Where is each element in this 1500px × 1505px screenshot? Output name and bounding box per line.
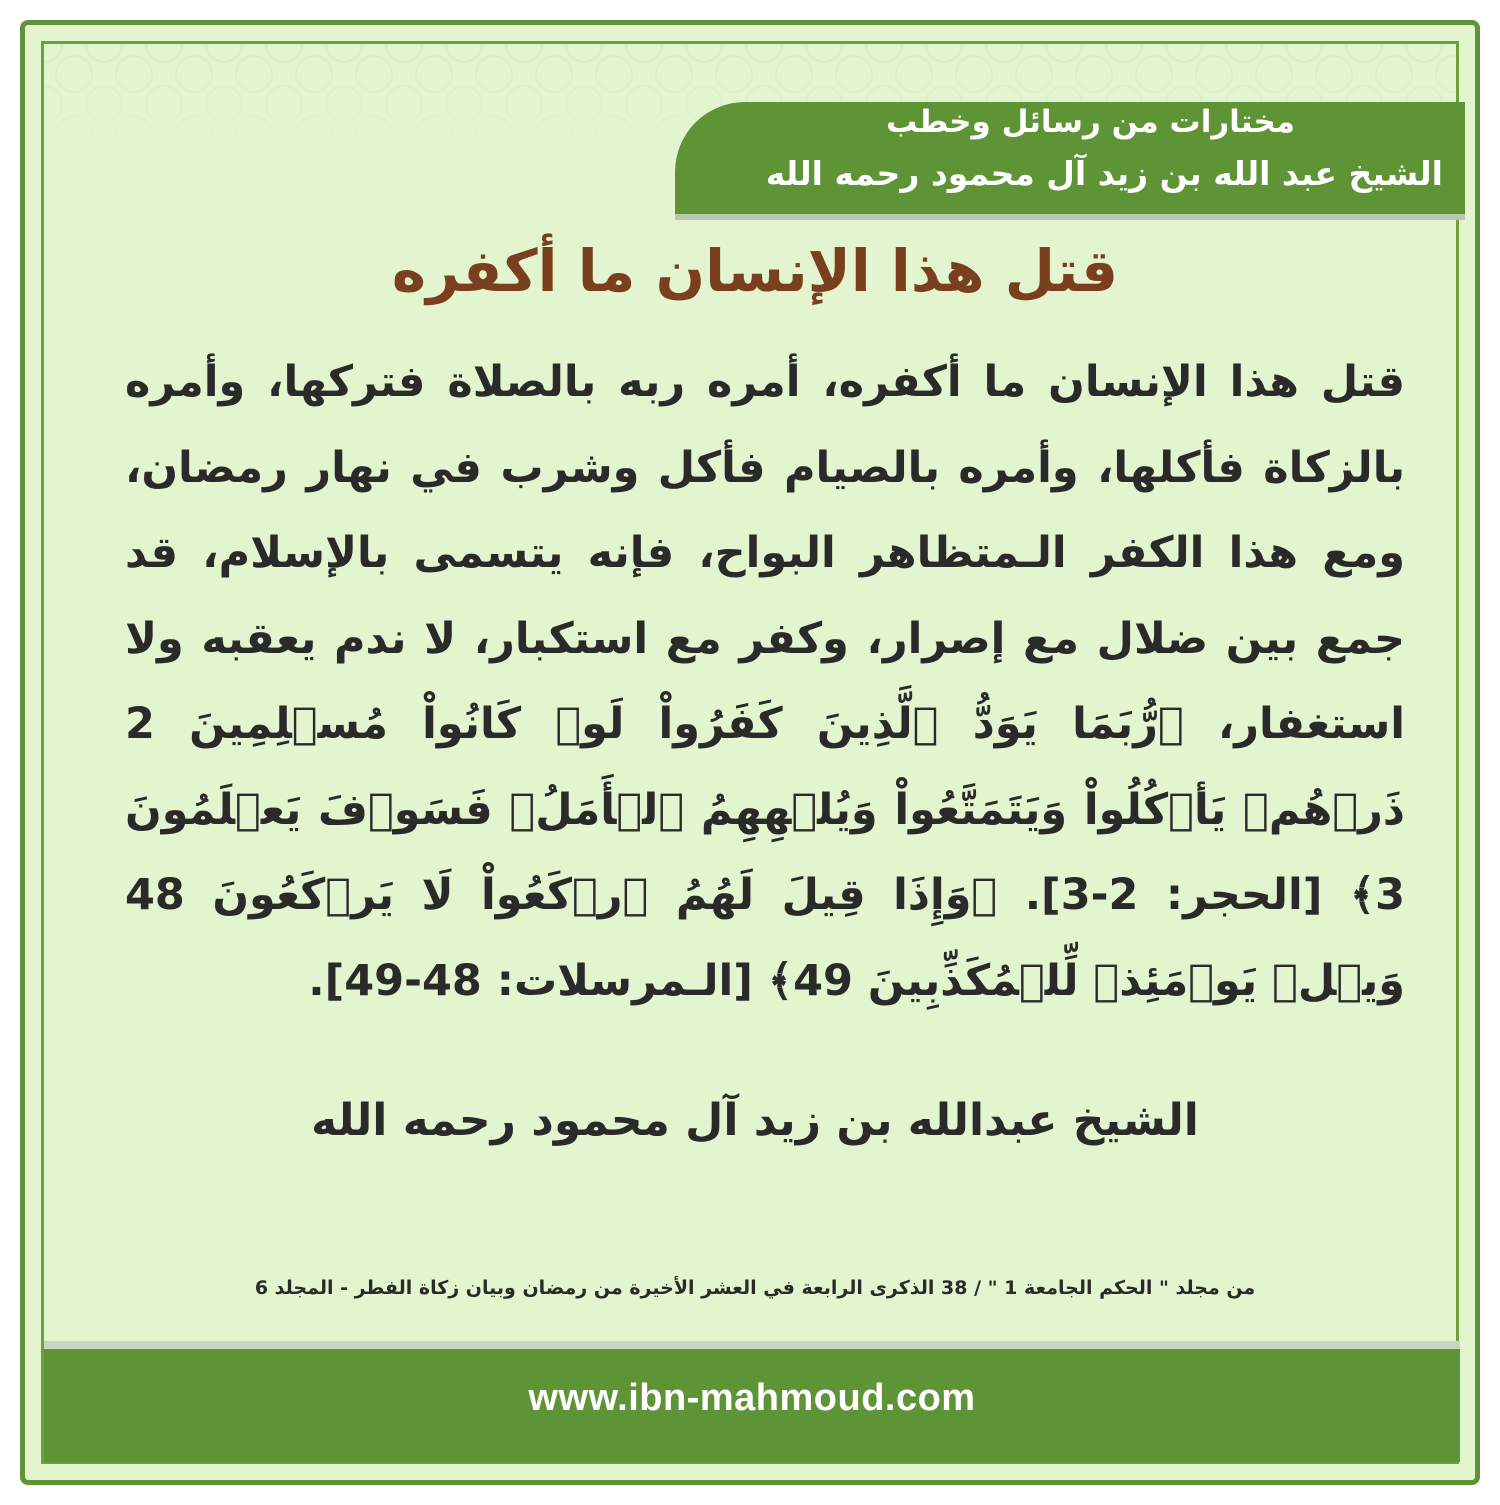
page-title: قتل هذا الإنسان ما أكفره xyxy=(391,237,1119,305)
quote-card xyxy=(20,20,1480,1485)
article-body: قتل هذا الإنسان ما أكفره، أمره ربه بالصلاة فتركها، وأمره بالزكاة فأكلها، وأمره بالصيام فأكل وشرب في نهار رمضان، ومع هذا الكفر الـمتظاهر البواح، فإنه يتسمى بالإسلام، قد جمع بين ضلال مع إصرار، وكفر مع استكبار، لا ندم يعقبه ولا استغفار، ﴿رُّبَمَا يَوَدُّ ٱلَّذِينَ كَفَرُواْ لَوۡ كَانُواْ مُسۡلِمِينَ 2 ذَرۡهُمۡ يَأۡكُلُواْ وَيَتَمَتَّعُواْ وَيُلۡهِهِمُ ٱلۡأَمَلُۖ فَسَوۡفَ يَعۡلَمُونَ 3﴾ [الحجر: 2-3]. ﴿وَإِذَا قِيلَ لَهُمُ ٱرۡكَعُواْ لَا يَرۡكَعُونَ 48 وَيۡلٞ يَوۡمَئِذٖ لِّلۡمُكَذِّبِينَ 49﴾ [الـمرسلات: 48-49]. xyxy=(125,357,1405,1006)
header-banner xyxy=(675,102,1465,214)
source-citation: من مجلد " الحكم الجامعة 1 " / 38 الذكرى الرابعة في العشر الأخيرة من رمضان وبيان زكاة الفطر - المجلد 6 xyxy=(254,1277,1256,1299)
footer-bar xyxy=(44,1341,1460,1462)
website-link[interactable]: www.ibn-mahmoud.com xyxy=(528,1377,976,1419)
header-author: الشيخ عبد الله بن زيد آل محمود رحمه الله xyxy=(765,154,1443,193)
author-signature: الشيخ عبدالله بن زيد آل محمود رحمه الله xyxy=(311,1095,1199,1146)
header-subtitle: مختارات من رسائل وخطب xyxy=(886,104,1295,140)
